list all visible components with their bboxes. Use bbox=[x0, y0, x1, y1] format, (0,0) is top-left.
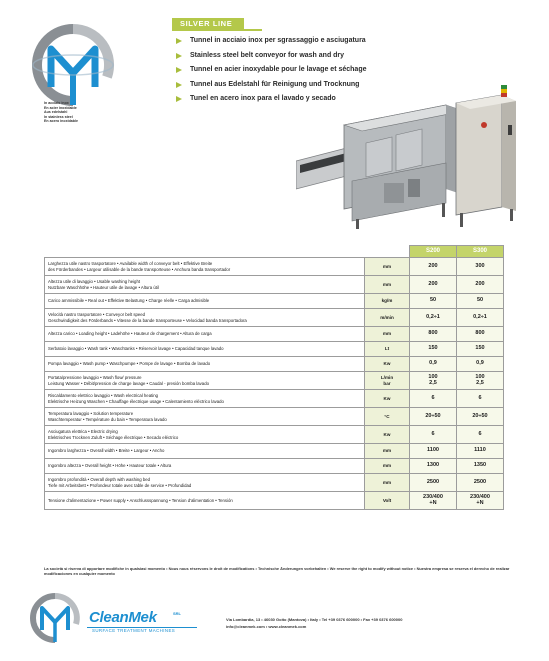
desc-line: Waschtemperatur • Température du bain • Temperatura lavado bbox=[48, 416, 167, 422]
spec-value-s200: 0,9 bbox=[410, 357, 457, 372]
spec-description bbox=[45, 408, 365, 426]
spec-value-s200: 200 bbox=[410, 276, 457, 294]
spec-value-s300: 20÷50 bbox=[457, 408, 504, 426]
spec-value-s200: 6 bbox=[410, 426, 457, 444]
spec-value-s300: 800 bbox=[457, 327, 504, 342]
arrow-bullet-icon bbox=[176, 67, 182, 73]
desc-line: Portata/pressione lavaggio • Wash flow/ pressure bbox=[48, 374, 142, 380]
contact-address: Via Lombardia, 13 • 46030 Goito (Mantova) • Italy • Tel +39 0376 600000 • Fax +39 0376 600000 bbox=[226, 617, 403, 622]
description-text: Tunnel en acier inoxydable pour le lavage et séchage bbox=[190, 66, 367, 73]
description-item bbox=[176, 36, 536, 51]
spec-description bbox=[45, 309, 365, 327]
contact-email[interactable]: info@cleanmek.com • www.cleanmek.com bbox=[226, 624, 307, 629]
arrow-bullet-icon bbox=[176, 82, 182, 88]
spec-unit: Kw bbox=[365, 390, 410, 408]
table-row bbox=[45, 327, 504, 342]
desc-line: des Förderbandes • Largeur utilisable de la bande transporteuse • Anchura banda transportador bbox=[48, 266, 231, 272]
material-note-line: En acier inoxidable bbox=[44, 105, 77, 110]
description-text: Stainless steel belt conveyor for wash and dry bbox=[190, 51, 345, 59]
model-column-header: S200 bbox=[410, 246, 457, 258]
table-row bbox=[45, 474, 504, 492]
disclaimer-text: La società si riserva di apportare modifiche in qualsiasi momento • Nous nous réservons le droit de modifications • Technische Änderungen vorbehalten • We reserve the right to modify without notice • Nuestra empresa se reserva el derecho de realizar modificaciones en cualquier momento bbox=[44, 566, 510, 576]
machine-photo bbox=[296, 85, 542, 240]
desc-line: Riscaldamento elettrico lavaggio • Wash electrical heating bbox=[48, 392, 159, 398]
spec-description bbox=[45, 372, 365, 390]
desc-line: Ingombro larghezza • Overall width • Breite • Largeur • Ancho bbox=[48, 448, 165, 454]
spec-value-s200: 20÷50 bbox=[410, 408, 457, 426]
spec-value-s300: 6 bbox=[457, 426, 504, 444]
desc-line: Asciugatura elettrica • Electric drying bbox=[48, 428, 118, 434]
spec-value-s300: 1350 bbox=[457, 459, 504, 474]
spec-description bbox=[45, 474, 365, 492]
spec-unit: kg/m bbox=[365, 294, 410, 309]
spec-description bbox=[45, 294, 365, 309]
spec-value-s300: 150 bbox=[457, 342, 504, 357]
spec-description bbox=[45, 492, 365, 510]
description-text: Tunnel in acciaio inox per sgrassaggio e asciugatura bbox=[190, 37, 366, 44]
spec-description bbox=[45, 276, 365, 294]
material-note-line: In acciaio inox bbox=[44, 101, 69, 105]
spec-unit: mm bbox=[365, 258, 410, 276]
desc-line: Ingombro altezza • Overall height • Höhe • Hauteur totale • Altura bbox=[48, 463, 172, 469]
table-row bbox=[45, 459, 504, 474]
desc-line: Pompa lavaggio • Wash pump • Waschpumpe • Pompe de lavage • Bomba de lavado bbox=[48, 361, 211, 367]
desc-line: Temperatura lavaggio • Solution temperature bbox=[48, 410, 134, 416]
brand-tagline: SURFACE TREATMENT MACHINES bbox=[92, 628, 176, 633]
spec-value-s300: 100 2,5 bbox=[457, 372, 504, 390]
spec-value-s200: 1100 bbox=[410, 444, 457, 459]
spec-unit: mm bbox=[365, 327, 410, 342]
desc-line: Tensione d'alimentazione • Power supply • Anschlussspannung • Tension d'alimentation • Tensión bbox=[48, 497, 233, 503]
spec-unit: mm bbox=[365, 444, 410, 459]
arrow-bullet-icon bbox=[176, 53, 182, 59]
spec-unit: Kw bbox=[365, 426, 410, 444]
table-row bbox=[45, 408, 504, 426]
spec-unit: L/min bar bbox=[365, 372, 410, 390]
spec-description bbox=[45, 327, 365, 342]
description-text: Tunnel aus Edelstahl für Reinigung und Trocknung bbox=[190, 80, 360, 88]
table-row bbox=[45, 372, 504, 390]
series-underline bbox=[172, 29, 262, 31]
spec-unit: °C bbox=[365, 408, 410, 426]
spec-value-s300: 6 bbox=[457, 390, 504, 408]
desc-line: Velocità nastro trasportatore • Conveyor belt speed bbox=[48, 311, 146, 317]
header-spacer bbox=[365, 246, 410, 258]
spec-description bbox=[45, 357, 365, 372]
material-note-line: En acero inoxidable bbox=[44, 119, 78, 124]
spec-value-s300: 230/400 +N bbox=[457, 492, 504, 510]
desc-line: Ingombro profondità • Overall depth with washing bed bbox=[48, 476, 151, 482]
spec-description bbox=[45, 342, 365, 357]
series-badge: SILVER LINE bbox=[172, 18, 244, 30]
table-row bbox=[45, 357, 504, 372]
spec-value-s300: 50 bbox=[457, 294, 504, 309]
spec-value-s200: 200 bbox=[410, 258, 457, 276]
spec-unit: mm bbox=[365, 474, 410, 492]
table-row bbox=[45, 342, 504, 357]
spec-value-s200: 230/400 +N bbox=[410, 492, 457, 510]
desc-line: Carico ammissibile • Real out • Effektive Belastung • Charge réelle • Carga admisible bbox=[48, 298, 210, 304]
spec-value-s200: 0,2÷1 bbox=[410, 309, 457, 327]
spec-unit: Kw bbox=[365, 357, 410, 372]
spec-unit: mm bbox=[365, 276, 410, 294]
material-note-line: Aus edelstahl bbox=[44, 110, 68, 115]
table-row bbox=[45, 444, 504, 459]
table-row bbox=[45, 258, 504, 276]
arrow-bullet-icon bbox=[176, 38, 182, 44]
description-item bbox=[176, 65, 536, 80]
spec-description bbox=[45, 426, 365, 444]
spec-value-s300: 2500 bbox=[457, 474, 504, 492]
spec-value-s200: 1300 bbox=[410, 459, 457, 474]
table-row bbox=[45, 294, 504, 309]
spec-description bbox=[45, 444, 365, 459]
desc-line: Leistung Wasser • Débit/pression de charge lavage • Caudal - presión bomba lavado bbox=[48, 380, 209, 386]
specifications-table bbox=[44, 245, 504, 510]
spec-description bbox=[45, 258, 365, 276]
spec-unit: Volt bbox=[365, 492, 410, 510]
desc-line: Altezza carico • Loading height • Ladehöhe • Hauteur de chargement • Altura de carga bbox=[48, 331, 212, 337]
desc-line: Serbatoio lavaggio • Wash tank • Waschtanks • Réservoir lavage • Capacidad tanque lavado bbox=[48, 346, 224, 352]
description-item bbox=[176, 51, 536, 66]
brand-name: CleanMek bbox=[89, 609, 157, 626]
spec-value-s200: 2500 bbox=[410, 474, 457, 492]
spec-value-s200: 150 bbox=[410, 342, 457, 357]
spec-value-s300: 300 bbox=[457, 258, 504, 276]
desc-line: Tiefe mit Arbeitsbett • Profondeur totale avec table de service • Profundidad bbox=[48, 482, 192, 488]
spec-value-s300: 200 bbox=[457, 276, 504, 294]
arrow-bullet-icon bbox=[176, 96, 182, 102]
desc-line: Elektrische Heizung Waschen • Chauffage électrique usage • Calentamiento eléctrico lavado bbox=[48, 398, 224, 404]
spec-unit: m/min bbox=[365, 309, 410, 327]
spec-unit: Lt bbox=[365, 342, 410, 357]
spec-value-s300: 1110 bbox=[457, 444, 504, 459]
desc-line: Larghezza utile nastro trasportatore • Available width of conveyor belt • Effektive Breite bbox=[48, 260, 213, 266]
description-text: Tunel en acero inox para el lavado y secado bbox=[190, 95, 336, 102]
spec-description bbox=[45, 390, 365, 408]
spec-value-s200: 6 bbox=[410, 390, 457, 408]
desc-line: Altezza utile di lavaggio • Usable washing height bbox=[48, 278, 141, 284]
spec-value-s200: 100 2,5 bbox=[410, 372, 457, 390]
brand-legal-form: SRL bbox=[173, 611, 181, 616]
table-row bbox=[45, 390, 504, 408]
table-row bbox=[45, 492, 504, 510]
desc-line: Nutzbare Waschhöhe • Hauteur utile de lavage • Altura útil bbox=[48, 284, 159, 290]
material-note bbox=[44, 101, 114, 124]
contact-info bbox=[226, 616, 516, 630]
desc-line: Geschwindigkeit des Förderbands • Vitesse de la bande transporteuse • Velocidad banda transportadora bbox=[48, 317, 247, 323]
table-header-row bbox=[45, 246, 504, 258]
table-row bbox=[45, 426, 504, 444]
table-row bbox=[45, 276, 504, 294]
footer-logo bbox=[28, 592, 83, 644]
model-column-header: S300 bbox=[457, 246, 504, 258]
spec-value-s300: 0,2÷1 bbox=[457, 309, 504, 327]
spec-value-s200: 800 bbox=[410, 327, 457, 342]
table-row bbox=[45, 309, 504, 327]
material-note-line: In stainless steel bbox=[44, 114, 73, 119]
spec-value-s300: 0,9 bbox=[457, 357, 504, 372]
desc-line: Elektrisches Trocknen Zuluft • Séchage électrique • Secado eléctrico bbox=[48, 434, 179, 440]
spec-description bbox=[45, 459, 365, 474]
spec-value-s200: 50 bbox=[410, 294, 457, 309]
company-logo bbox=[27, 21, 119, 109]
spec-unit: mm bbox=[365, 459, 410, 474]
header-spacer bbox=[45, 246, 365, 258]
